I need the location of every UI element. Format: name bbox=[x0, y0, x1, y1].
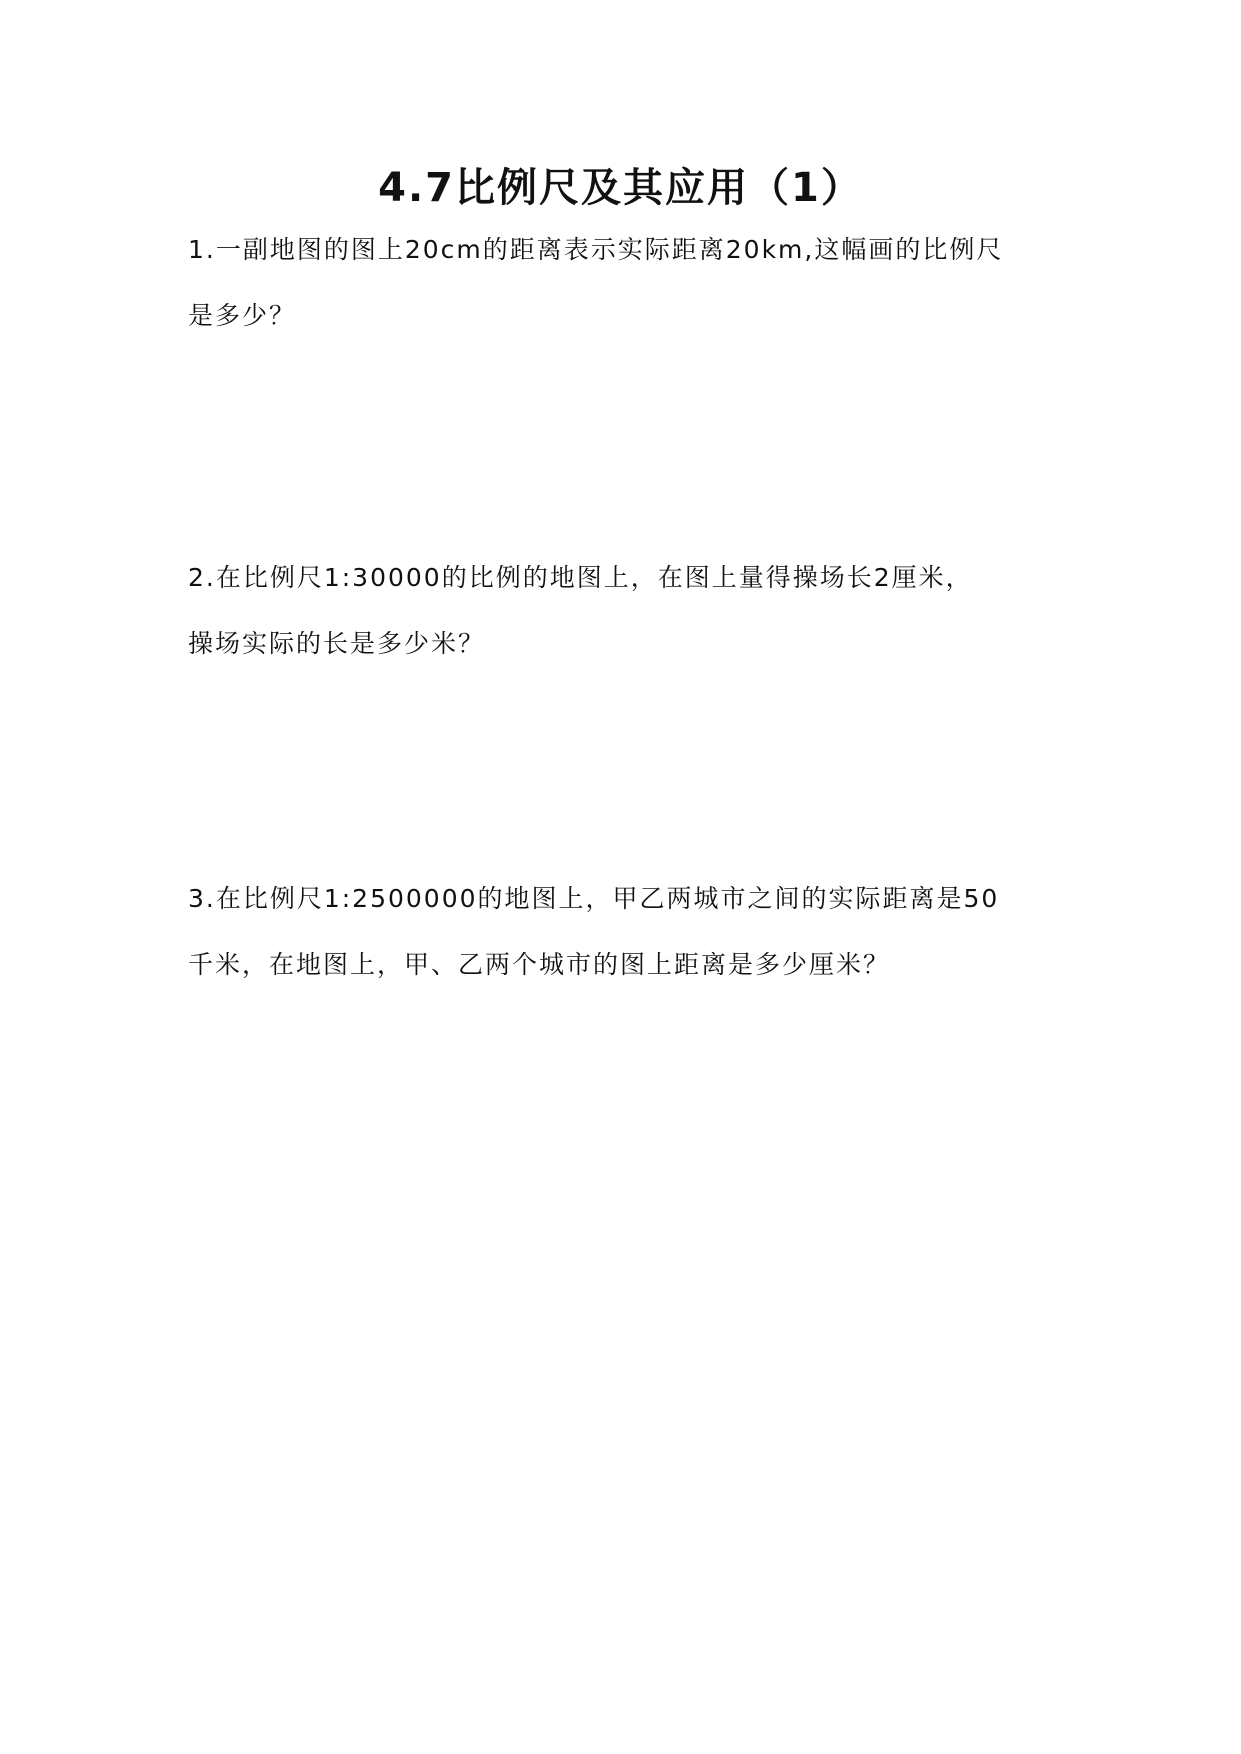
question-2-line-1: 2.在比例尺1:30000的比例的地图上，在图上量得操场长2厘米， bbox=[188, 563, 973, 592]
page-title: 4.7比例尺及其应用（1） bbox=[378, 165, 863, 211]
question-3-line-1: 3.在比例尺1:2500000的地图上，甲乙两城市之间的实际距离是50 bbox=[188, 884, 1000, 913]
question-1-line-1: 1.一副地图的图上20cm的距离表示实际距离20km,这幅画的比例尺 bbox=[188, 235, 1004, 264]
question-2-line-2: 操场实际的长是多少米？ bbox=[188, 629, 486, 658]
question-1 bbox=[188, 217, 1068, 349]
question-3-line-2: 千米，在地图上，甲、乙两个城市的图上距离是多少厘米？ bbox=[188, 950, 891, 979]
question-2 bbox=[188, 545, 1068, 677]
question-1-line-2: 是多少？ bbox=[188, 301, 297, 330]
question-3 bbox=[188, 866, 1068, 998]
